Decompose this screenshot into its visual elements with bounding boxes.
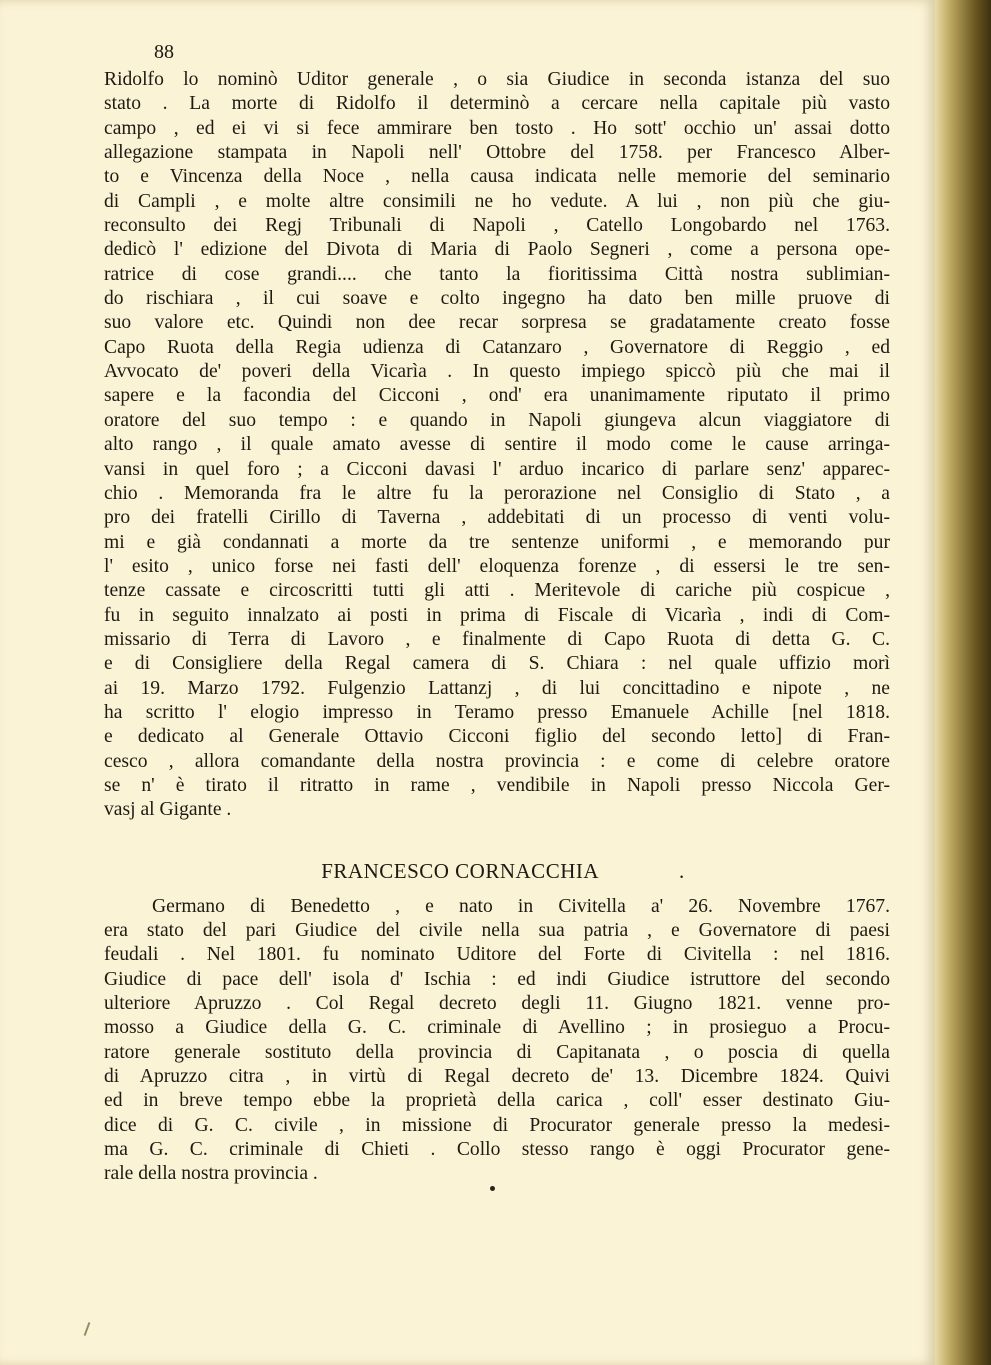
text-line: Capo Ruota della Regia udienza di Catanzaro , Governatore di Reggio , ed xyxy=(104,336,890,358)
text-line: allegazione stampata in Napoli nell' Ottobre del 1758. per Francesco Alber- xyxy=(104,142,890,164)
text-line: alto rango , il quale amato avesse di sentire il modo come le cause arringa- xyxy=(104,434,890,456)
text-line: tenze cassate e circoscritti tutti gli atti . Meritevole di cariche più cospicue , xyxy=(104,580,890,602)
heading-mark: . xyxy=(679,858,685,883)
paragraph-cornacchia xyxy=(104,895,890,1187)
text-line: pro dei fratelli Cirillo di Taverna , addebitati di un processo di venti volu- xyxy=(104,507,890,529)
text-line: mi e già condannati a morte da tre sentenze uniformi , e memorando pur xyxy=(104,531,890,553)
text-line: campo , ed ei vi si fece ammirare ben tosto . Ho sott' occhio un' assai dotto xyxy=(104,117,890,139)
text-line: reconsulto dei Regj Tribunali di Napoli , Catello Longobardo nel 1763. xyxy=(104,215,890,237)
text-line: oratore del suo tempo : e quando in Napoli giungeva alcun viaggiatore di xyxy=(104,409,890,431)
text-line: ratore generale sostituto della provincia di Capitanata , o poscia di quella xyxy=(104,1041,890,1063)
page-number: 88 xyxy=(154,41,174,63)
margin-mark xyxy=(84,1322,91,1336)
ink-dot xyxy=(490,1186,495,1191)
text-line: ma G. C. criminale di Chieti . Collo stesso rango è oggi Procurator gene- xyxy=(104,1139,890,1161)
text-line: rale della nostra provincia . xyxy=(104,1163,318,1185)
text-line: to e Vincenza della Noce , nella causa indicata nelle memorie del seminario xyxy=(104,166,890,188)
text-line: ai 19. Marzo 1792. Fulgenzio Lattanzj , di lui concittadino e nipote , ne xyxy=(104,677,890,699)
text-line: ratrice di cose grandi.... che tanto la fioritissima Città nostra sublimian- xyxy=(104,263,890,285)
text-line: vansi in quel foro ; a Cicconi davasi l' arduo incarico di parlare senz' apparec- xyxy=(104,458,890,480)
text-line: fu in seguito innalzato ai posti in prima di Fiscale di Vicarìa , indi di Com- xyxy=(104,604,890,626)
page-text xyxy=(104,36,890,1187)
text-line: Ridolfo lo nominò Uditor generale , o sia Giudice in seconda istanza del suo xyxy=(104,69,890,90)
text-line: di Apruzzo citra , in virtù di Regal decreto de' 13. Dicembre 1824. Quivi xyxy=(104,1066,890,1088)
text-line: e dedicato al Generale Ottavio Cicconi figlio del secondo letto] di Fran- xyxy=(104,726,890,748)
text-line: missario di Terra di Lavoro , e finalmente di Capo Ruota di detta G. C. xyxy=(104,628,890,650)
section-heading xyxy=(104,849,890,893)
text-line: stato . La morte di Ridolfo il determinò a cercare nella capitale più vasto xyxy=(104,93,890,115)
text-line: vasj al Gigante . xyxy=(104,799,232,821)
heading-title: FRANCESCO CORNACCHIA xyxy=(321,858,600,883)
text-line: Germano di Benedetto , e nato in Civitella a' 26. Novembre 1767. xyxy=(152,895,890,917)
text-line: ha scritto l' elogio impresso in Teramo presso Emanuele Achille [nel 1818. xyxy=(104,701,890,723)
text-line: dice di G. C. civile , in missione di Procurator generale presso la medesi- xyxy=(104,1114,890,1136)
text-line: ed in breve tempo ebbe la proprietà della carica , coll' esser destinato Giu- xyxy=(104,1090,890,1112)
text-line: sapere e la facondia del Cicconi , ond' era unanimamente riputato il primo xyxy=(104,385,890,407)
paragraph-cicconi xyxy=(104,68,890,823)
text-line: se n' è tirato il ritratto in rame , vendibile in Napoli presso Niccola Ger- xyxy=(104,774,890,796)
text-line: l' esito , unico forse nei fasti dell' eloquenza forenze , di essersi le tre sen- xyxy=(104,555,890,577)
text-line: mosso a Giudice della G. C. criminale di Avellino ; in prosieguo a Procu- xyxy=(104,1017,890,1039)
text-line: dedicò l' edizione del Divota di Maria di Paolo Segneri , come a persona ope- xyxy=(104,239,890,261)
text-line: cesco , allora comandante della nostra provincia : e come di celebre oratore xyxy=(104,750,890,772)
text-line: feudali . Nel 1801. fu nominato Uditore del Forte di Civitella : nel 1816. xyxy=(104,944,890,966)
text-line: Avvocato de' poveri della Vicarìa . In questo impiego spiccò più che mai il xyxy=(104,361,890,383)
text-line: Giudice di pace dell' isola d' Ischia : ed indi Giudice istruttore del secondo xyxy=(104,968,890,990)
book-binding-edge xyxy=(935,0,991,1365)
text-line: e di Consigliere della Regal camera di S. Chiara : nel quale uffizio morì xyxy=(104,653,890,675)
text-line: do rischiara , il cui soave e colto ingegno ha dato ben mille pruove di xyxy=(104,288,890,310)
text-line: ulteriore Apruzzo . Col Regal decreto degli 11. Giugno 1821. venne pro- xyxy=(104,993,890,1015)
text-line: suo valore etc. Quindi non dee recar sorpresa se gradatamente creato fosse xyxy=(104,312,890,334)
text-line: chio . Memoranda fra le altre fu la perorazione nel Consiglio di Stato , a xyxy=(104,482,890,504)
text-line: di Campli , e molte altre consimili ne ho vedute. A lui , non più che giu- xyxy=(104,190,890,212)
text-line: era stato del pari Giudice del civile nella sua patria , e Governatore di paesi xyxy=(104,920,890,941)
